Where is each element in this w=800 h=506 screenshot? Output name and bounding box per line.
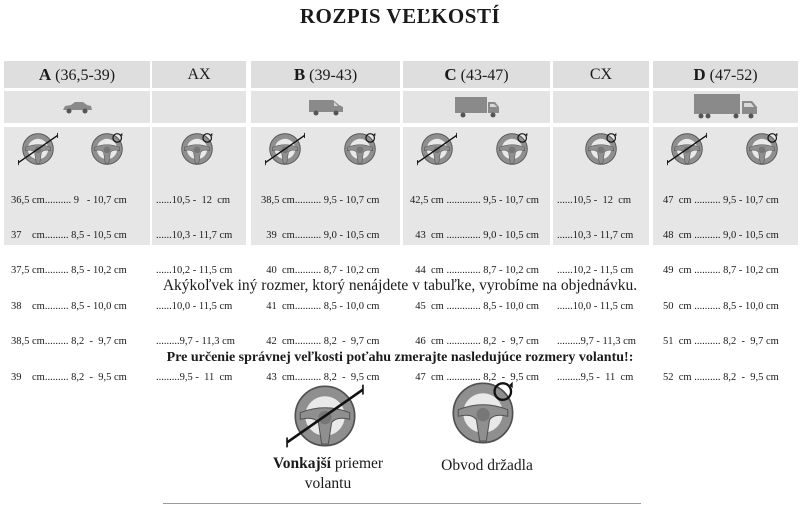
size-header-c xyxy=(403,61,550,88)
vehicle-row xyxy=(4,91,150,123)
outer-label-bold: Vonkajší xyxy=(272,455,331,472)
column-cx xyxy=(553,61,649,383)
steering-wheel-diameter-icon xyxy=(16,132,60,166)
size-row: .........9,7 - 11,3 cm xyxy=(557,336,636,348)
size-row: .........9,5 - 11 cm xyxy=(156,371,233,383)
size-row: 37 cm......... 8,5 - 10,5 cm xyxy=(11,229,127,241)
divider xyxy=(163,503,641,504)
steering-wheel-grip-icon xyxy=(584,132,618,166)
size-row: ......10,0 - 11,5 cm xyxy=(156,300,233,312)
column-a xyxy=(4,61,150,383)
size-table-d xyxy=(653,127,798,383)
size-row: ......10,3 - 11,7 cm xyxy=(557,229,634,241)
size-row: 43 cm.......... 8,2 - 9,5 cm xyxy=(261,371,380,383)
size-row: 38 cm......... 8,5 - 10,0 cm xyxy=(11,300,127,312)
size-row: 38,5 cm......... 8,2 - 9,7 cm xyxy=(11,336,127,348)
size-letter: AX xyxy=(187,66,211,83)
size-letter: B xyxy=(293,65,306,84)
size-row: 37,5 cm......... 8,5 - 10,2 cm xyxy=(11,265,127,277)
size-letter: A xyxy=(38,65,52,84)
steering-wheel-grip-icon xyxy=(343,132,377,166)
size-row: 45 cm ............. 8,5 - 10,0 cm xyxy=(410,300,539,312)
column-d xyxy=(653,61,798,383)
size-header-ax xyxy=(152,61,246,88)
size-row: ......10,2 - 11,5 cm xyxy=(156,265,233,277)
size-row: 41 cm.......... 8,5 - 10,0 cm xyxy=(261,300,380,312)
size-row: 39 cm......... 8,2 - 9,5 cm xyxy=(11,371,127,383)
van-icon xyxy=(307,97,345,117)
size-range: (47-52) xyxy=(705,67,758,84)
size-letter: CX xyxy=(589,66,613,83)
steering-wheel-grip-icon xyxy=(450,380,516,446)
size-row: 52 cm .......... 8,2 - 9,5 cm xyxy=(663,371,779,383)
size-row: 39 cm.......... 9,0 - 10,5 cm xyxy=(261,229,380,241)
vehicle-row xyxy=(553,91,649,123)
outer-label-line2: volantu xyxy=(304,475,352,492)
steering-wheel-diameter-icon xyxy=(263,132,307,166)
steering-wheel-grip-icon xyxy=(495,132,529,166)
vehicle-row xyxy=(152,91,246,123)
outer-diameter-caption xyxy=(248,454,408,494)
size-row: 36,5 cm.......... 9 - 10,7 cm xyxy=(11,194,127,206)
size-row: ......10,2 - 11,5 cm xyxy=(557,265,634,277)
size-table-ax xyxy=(152,127,246,383)
size-row: 48 cm .......... 9,0 - 10,5 cm xyxy=(663,229,779,241)
size-letter: D xyxy=(693,65,706,84)
vehicle-row xyxy=(653,91,798,123)
steering-wheel-grip-icon xyxy=(745,132,779,166)
size-table-a xyxy=(4,127,150,383)
size-row: ......10,0 - 11,5 cm xyxy=(557,300,634,312)
steering-wheel-grip-icon xyxy=(180,132,214,166)
size-row: 42,5 cm ............. 9,5 - 10,7 cm xyxy=(410,194,539,206)
vehicle-row xyxy=(251,91,400,123)
size-row: 43 cm ............. 9,0 - 10,5 cm xyxy=(410,229,539,241)
size-row: 46 cm ............. 8,2 - 9,7 cm xyxy=(410,336,539,348)
page-title: ROZPIS VEĽKOSTÍ xyxy=(299,4,501,28)
size-row: ......10,3 - 11,7 cm xyxy=(156,229,233,241)
size-row: 40 cm.......... 8,7 - 10,2 cm xyxy=(261,265,380,277)
size-row: .........9,5 - 11 cm xyxy=(557,371,634,383)
size-table-b xyxy=(251,127,400,383)
steering-wheel-grip-icon xyxy=(90,132,124,166)
size-row: ......10,5 - 12 cm xyxy=(156,194,231,206)
size-row: 44 cm ............. 8,7 - 10,2 cm xyxy=(410,265,539,277)
size-row: ......10,5 - 12 cm xyxy=(557,194,632,206)
size-table-c xyxy=(403,127,550,383)
column-ax xyxy=(152,61,246,383)
column-c xyxy=(403,61,550,383)
lorry-icon xyxy=(692,93,760,121)
size-row: 49 cm .......... 8,7 - 10,2 cm xyxy=(663,265,779,277)
size-range: (39-43) xyxy=(305,67,358,84)
measure-instruction: Pre určenie správnej veľkosti poťahu zmerajte nasledujúce rozmery volantu!: xyxy=(166,350,634,365)
size-header-a xyxy=(4,61,150,88)
custom-order-note: Akýkoľvek iný rozmer, ktorý nenájdete v tabuľke, vyrobíme na objednávku. xyxy=(162,277,638,294)
vehicle-row xyxy=(403,91,550,123)
column-b xyxy=(251,61,400,383)
steering-wheel-diameter-icon xyxy=(665,132,709,166)
steering-wheel-diameter-icon xyxy=(282,383,368,449)
size-row: 47 cm ............. 8,2 - 9,5 cm xyxy=(410,371,539,383)
size-range: (36,5-39) xyxy=(51,67,116,84)
size-row: 42 cm.......... 8,2 - 9,7 cm xyxy=(261,336,380,348)
steering-wheel-diameter-icon xyxy=(415,132,459,166)
size-header-cx xyxy=(553,61,649,88)
size-row: 50 cm .......... 8,5 - 10,0 cm xyxy=(663,300,779,312)
grip-caption: Obvod držadla xyxy=(441,457,533,474)
truck-icon xyxy=(453,95,501,119)
size-row: .........9,7 - 11,3 cm xyxy=(156,336,235,348)
size-header-b xyxy=(251,61,400,88)
size-table-cx xyxy=(553,127,649,383)
size-header-d xyxy=(653,61,798,88)
size-row: 38,5 cm.......... 9,5 - 10,7 cm xyxy=(261,194,380,206)
size-row: 51 cm .......... 8,2 - 9,7 cm xyxy=(663,336,779,348)
size-row: 47 cm .......... 9,5 - 10,7 cm xyxy=(663,194,779,206)
outer-label-rest: priemer xyxy=(330,455,384,472)
car-icon xyxy=(61,100,93,114)
size-range: (43-47) xyxy=(456,67,509,84)
size-letter: C xyxy=(444,65,457,84)
